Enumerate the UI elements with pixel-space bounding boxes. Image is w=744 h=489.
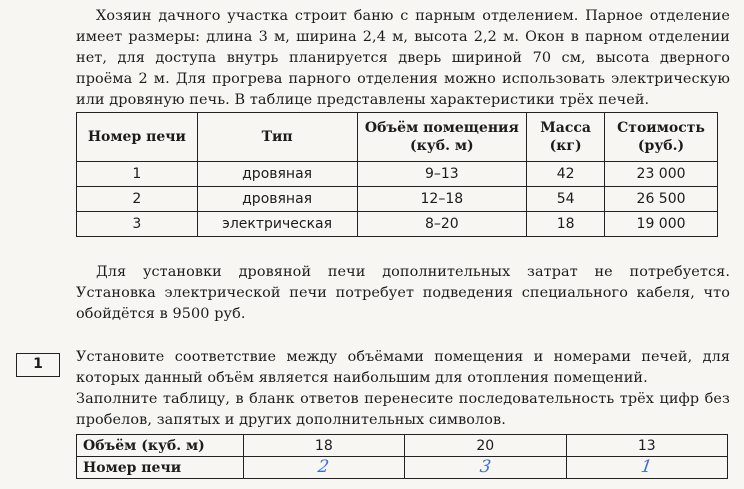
stove-characteristics-table bbox=[76, 112, 718, 237]
handwritten-answer: 3 bbox=[478, 457, 493, 477]
cell-cost: 26 500 bbox=[605, 187, 718, 212]
header-mass: Масса (кг) bbox=[527, 113, 605, 162]
answer-volume-label: Объём (куб. м) bbox=[77, 435, 244, 457]
answer-volume-cell: 20 bbox=[405, 435, 566, 457]
task-number-box: 1 bbox=[16, 353, 60, 377]
table-row bbox=[77, 187, 718, 212]
header-stove-number: Номер печи bbox=[77, 113, 198, 162]
answer-input-cell[interactable] bbox=[566, 457, 728, 479]
task-fill-instruction: Заполните таблицу, в бланк ответов перенесите последовательность трёх цифр без пробелов, запятых и других дополнительных символов. bbox=[76, 391, 730, 428]
cell-type: дровяная bbox=[197, 162, 357, 187]
cell-mass: 18 bbox=[527, 212, 605, 237]
answer-volume-row bbox=[77, 435, 728, 457]
cell-type: электрическая bbox=[197, 212, 357, 237]
table-row bbox=[77, 212, 718, 237]
header-volume: Объём помещения (куб. м) bbox=[357, 113, 527, 162]
answer-input-cell[interactable] bbox=[405, 457, 566, 479]
answer-input-cell[interactable] bbox=[243, 457, 404, 479]
intro-paragraph: Хозяин дачного участка строит баню с парным отделением. Парное отделение имеет размеры: длина 3 м, ширина 2,4 м, высота 2,2 м. Окон в парном отделении нет, для доступа внутрь планируется дверь шириной 70 см, высота дверного проёма 2 м. Для прогрева парного отделения можно использовать электрическую или дровяную печь. В таблице представлены характеристики трёх печей. bbox=[76, 8, 730, 108]
answer-stove-label: Номер печи bbox=[77, 457, 244, 479]
cell-number: 2 bbox=[77, 187, 198, 212]
cell-mass: 54 bbox=[527, 187, 605, 212]
table-header-row bbox=[77, 113, 718, 162]
note-paragraph: Для установки дровяной печи дополнительных затрат не потребуется. Установка электрической печи потребует подведения специального кабеля, что обойдётся в 9500 руб. bbox=[76, 264, 730, 322]
answer-volume-cell: 13 bbox=[566, 435, 728, 457]
cell-volume: 9–13 bbox=[357, 162, 527, 187]
cell-volume: 12–18 bbox=[357, 187, 527, 212]
cell-volume: 8–20 bbox=[357, 212, 527, 237]
cell-cost: 23 000 bbox=[605, 162, 718, 187]
handwritten-answer: 1 bbox=[639, 457, 654, 477]
answer-volume-cell: 18 bbox=[243, 435, 404, 457]
handwritten-answer: 2 bbox=[317, 457, 331, 477]
header-type: Тип bbox=[197, 113, 357, 162]
task-text bbox=[76, 347, 730, 431]
cell-type: дровяная bbox=[197, 187, 357, 212]
cell-cost: 19 000 bbox=[605, 212, 718, 237]
task-instruction: Установите соответствие между объёмами помещения и номерами печей, для которых данный объём является наибольшим для отопления помещений. bbox=[76, 349, 730, 386]
cell-mass: 42 bbox=[527, 162, 605, 187]
answer-table bbox=[76, 434, 728, 479]
table-row bbox=[77, 162, 718, 187]
header-cost: Стоимость (руб.) bbox=[605, 113, 718, 162]
answer-stove-row bbox=[77, 457, 728, 479]
cell-number: 1 bbox=[77, 162, 198, 187]
cell-number: 3 bbox=[77, 212, 198, 237]
